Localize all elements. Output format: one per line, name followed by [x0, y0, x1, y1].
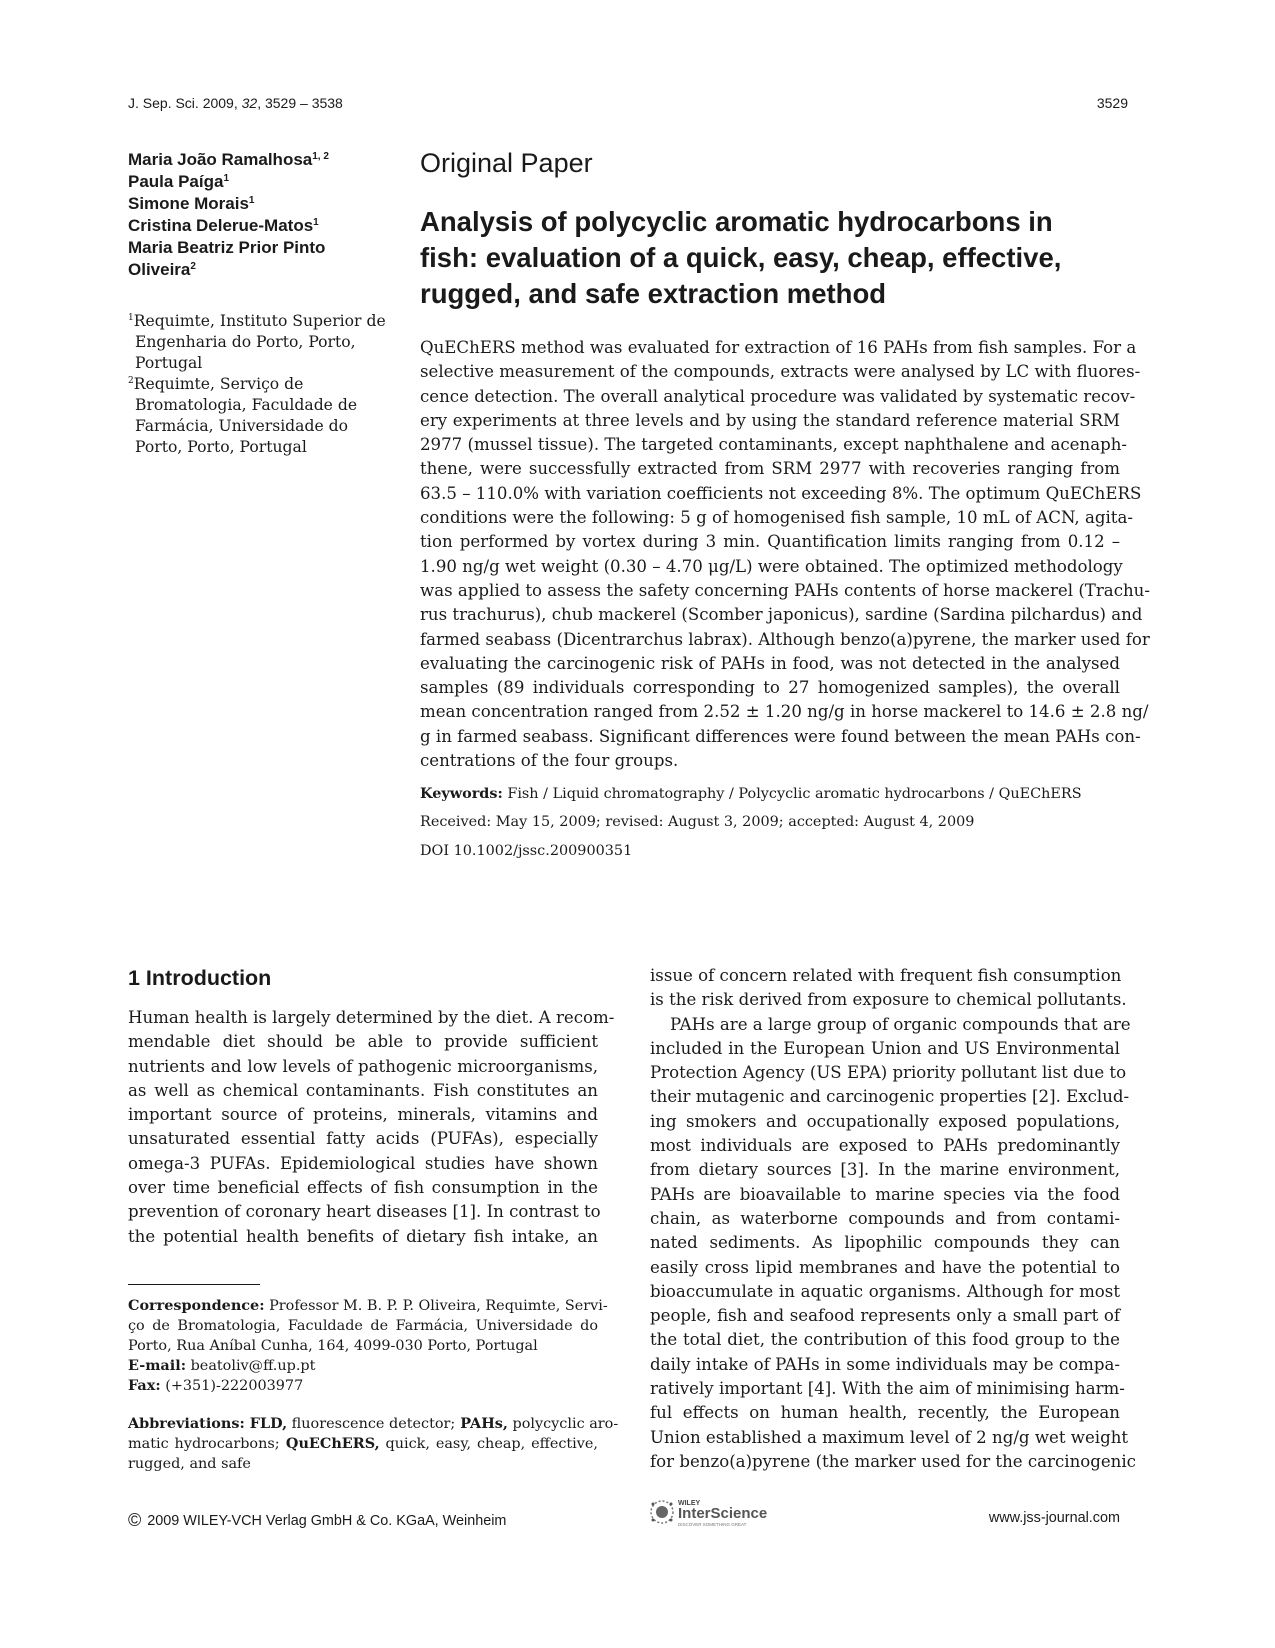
abstract-line: cence detection. The overall analytical procedure was validated by systematic recov- — [420, 386, 1136, 406]
title-line: fish: evaluation of a quick, easy, cheap, effective, — [420, 242, 1062, 273]
body-line: nutrients and low levels of pathogenic microorganisms, — [128, 1056, 598, 1076]
body-line: important source of proteins, minerals, vitamins and — [128, 1105, 598, 1125]
body-line: PAHs are a large group of organic compounds that are — [670, 1014, 1131, 1034]
affiliations — [128, 311, 398, 458]
intro-column-left — [128, 1006, 615, 1249]
body-line: as well as chemical contaminants. Fish constitutes an — [128, 1080, 598, 1100]
received-dates: Received: May 15, 2009; revised: August 3, 2009; accepted: August 4, 2009 — [420, 814, 975, 830]
abstract-line: g in farmed seabass. Significant differences were found between the mean PAHs con- — [420, 726, 1141, 746]
wiley-interscience-logo — [648, 1495, 788, 1529]
affiliation-1: $^1$Requimte, Instituto Superior de Engenharia do Porto, Porto, Portugal — [128, 312, 386, 372]
body-line: Human health is largely determined by the diet. A recom- — [128, 1008, 615, 1027]
body-line: for benzo(a)pyrene (the marker used for the carcinogenic — [650, 1451, 1136, 1471]
footnote-rule — [128, 1284, 260, 1285]
correspondence-note — [128, 1296, 608, 1396]
fax-line: Fax: (+351)-222003977 — [128, 1377, 304, 1394]
abstract-line: centrations of the four groups. — [420, 751, 679, 771]
author-2: Paula Paíga$^1$ — [128, 172, 229, 191]
abstract-line: samples (89 individuals corresponding to 27 homogenized samples), the overall — [420, 678, 1120, 698]
abstract-line: 1.90 ng/g wet weight (0.30 – 4.70 μg/L) were obtained. The optimized methodology — [420, 556, 1123, 576]
paper-title — [420, 204, 1120, 312]
author-5-cont: Oliveira$^2$ — [128, 260, 196, 279]
body-line: Protection Agency (US EPA) priority pollutant list due to — [650, 1063, 1127, 1083]
keywords-label: Keywords: — [420, 785, 503, 802]
email-link[interactable]: beatoliv@ff.up.pt — [186, 1358, 316, 1374]
body-line: the total diet, the contribution of this food group to the — [650, 1330, 1120, 1350]
journal-citation: J. Sep. Sci. 2009, 32, 3529 – 3538 — [128, 95, 343, 111]
author-3: Simone Morais$^1$ — [128, 194, 255, 213]
body-line: from dietary sources [3]. In the marine environment, — [650, 1160, 1120, 1180]
copyright-symbol: © — [128, 1510, 142, 1530]
body-line: Union established a maximum level of 2 ng/g wet weight — [650, 1427, 1129, 1447]
body-line: people, fish and seafood represents only a small part of — [650, 1306, 1120, 1326]
email-line: E-mail: beatoliv@ff.up.pt — [128, 1357, 316, 1374]
body-line: unsaturated essential fatty acids (PUFAs), especially — [128, 1129, 598, 1149]
body-line: most individuals are exposed to PAHs predominantly — [650, 1136, 1120, 1156]
body-line: omega-3 PUFAs. Epidemiological studies have shown — [128, 1153, 598, 1173]
abbreviations-note — [128, 1414, 619, 1474]
body-line: ratively important [4]. With the aim of minimising harm- — [650, 1379, 1125, 1399]
logo-wiley-text: WILEY — [678, 1500, 701, 1507]
footnote-line: Correspondence: Professor M. B. P. P. Oliveira, Requimte, Servi- — [128, 1297, 608, 1314]
abstract-line: selective measurement of the compounds, extracts were analysed by LC with fluores- — [420, 362, 1141, 382]
footnote-line: matic hydrocarbons; QuEChERS, quick, easy, cheap, effective, — [128, 1435, 599, 1452]
abstract-line: rus trachurus), chub mackerel (Scomber japonicus), sardine (Sardina pilchardus) and — [420, 605, 1143, 625]
body-line: mendable diet should be able to provide sufficient — [128, 1032, 598, 1052]
doi: DOI 10.1002/jssc.200900351 — [420, 843, 633, 859]
page-number: 3529 — [1096, 95, 1128, 111]
body-line: chain, as waterborne compounds and from contami- — [650, 1208, 1120, 1228]
interscience-logo-icon — [648, 1495, 788, 1529]
abstract-line: evaluating the carcinogenic risk of PAHs in food, was not detected in the analysed — [420, 653, 1120, 673]
footnote-line: Abbreviations: FLD, fluorescence detector; PAHs, polycyclic aro- — [128, 1415, 619, 1432]
body-line: issue of concern related with frequent fish consumption — [650, 966, 1122, 985]
abstract-line: was applied to assess the safety concerning PAHs contents of horse mackerel (Trachu- — [420, 580, 1150, 600]
abstract-line: ery experiments at three levels and by using the standard reference material SRM — [420, 410, 1120, 430]
body-line: is the risk derived from exposure to chemical pollutants. — [650, 990, 1127, 1010]
article-type: Original Paper — [420, 148, 593, 178]
body-line: easily cross lipid membranes and have the potential to — [650, 1257, 1120, 1277]
author-4: Cristina Delerue-Matos$^1$ — [128, 216, 319, 235]
journal-url[interactable]: www.jss-journal.com — [988, 1510, 1120, 1526]
abstract-line: tion performed by vortex during 3 min. Quantification limits ranging from 0.12 – — [420, 532, 1120, 552]
body-line: daily intake of PAHs in some individuals may be compa- — [650, 1354, 1120, 1374]
affiliation-2: $^2$Requimte, Serviço de Bromatologia, Faculdade de Farmácia, Universidade do Porto, Porto, Portugal — [128, 375, 358, 456]
author-list — [128, 149, 388, 281]
body-line: prevention of coronary heart diseases [1]. In contrast to — [128, 1202, 601, 1222]
abstract-line: mean concentration ranged from 2.52 ± 1.20 ng/g in horse mackerel to 14.6 ± 2.8 ng/ — [420, 702, 1149, 722]
abstract-line: QuEChERS method was evaluated for extraction of 16 PAHs from fish samples. For a — [420, 338, 1137, 357]
footnote-line: rugged, and safe — [128, 1456, 251, 1472]
title-line: rugged, and safe extraction method — [420, 278, 887, 309]
abstract-line: conditions were the following: 5 g of homogenised fish sample, 10 mL of ACN, agita- — [420, 508, 1133, 528]
abstract-line: 63.5 – 110.0% with variation coefficients not exceeding 8%. The optimum QuEChERS — [420, 483, 1142, 503]
section-heading-introduction: 1 Introduction — [128, 966, 272, 990]
title-line: Analysis of polycyclic aromatic hydrocarbons in — [420, 206, 1053, 237]
intro-column-right — [650, 964, 1136, 1474]
abstract-line: thene, were successfully extracted from SRM 2977 with recoveries ranging from — [420, 459, 1120, 479]
abstract-line: 2977 (mussel tissue). The targeted contaminants, except naphthalene and acenaph- — [420, 435, 1128, 455]
body-line: over time beneficial effects of fish consumption in the — [128, 1178, 598, 1198]
body-line: included in the European Union and US Environmental — [650, 1038, 1120, 1058]
body-line: their mutagenic and carcinogenic properties [2]. Exclud- — [650, 1087, 1130, 1107]
footnote-line: ço de Bromatologia, Faculdade de Farmácia, Universidade do — [128, 1318, 598, 1334]
logo-main-text: InterScience — [678, 1505, 768, 1522]
keywords — [420, 784, 1120, 804]
body-line: bioaccumulate in aquatic organisms. Although for most — [650, 1281, 1120, 1301]
copyright: © 2009 WILEY-VCH Verlag GmbH & Co. KGaA, Weinheim — [128, 1510, 507, 1530]
abstract — [420, 336, 1150, 773]
keywords-text: Fish / Liquid chromatography / Polycyclic aromatic hydrocarbons / QuEChERS — [502, 786, 1082, 802]
author-5: Maria Beatriz Prior Pinto — [128, 238, 326, 257]
body-line: ing smokers and occupationally exposed populations, — [650, 1111, 1120, 1131]
body-line: the potential health benefits of dietary fish intake, an — [128, 1226, 598, 1246]
body-line: PAHs are bioavailable to marine species via the food — [650, 1184, 1120, 1204]
abstract-line: farmed seabass (Dicentrarchus labrax). Although benzo(a)pyrene, the marker used for — [420, 629, 1150, 649]
body-line: ful effects on human health, recently, the European — [650, 1403, 1120, 1423]
body-line: nated sediments. As lipophilic compounds they can — [650, 1233, 1120, 1253]
author-1: Maria João Ramalhosa$^{1, 2}$ — [128, 150, 329, 169]
logo-tag-text: DISCOVER SOMETHING GREAT — [678, 1522, 747, 1527]
footnote-line: Porto, Rua Aníbal Cunha, 164, 4099-030 Porto, Portugal — [128, 1338, 538, 1354]
